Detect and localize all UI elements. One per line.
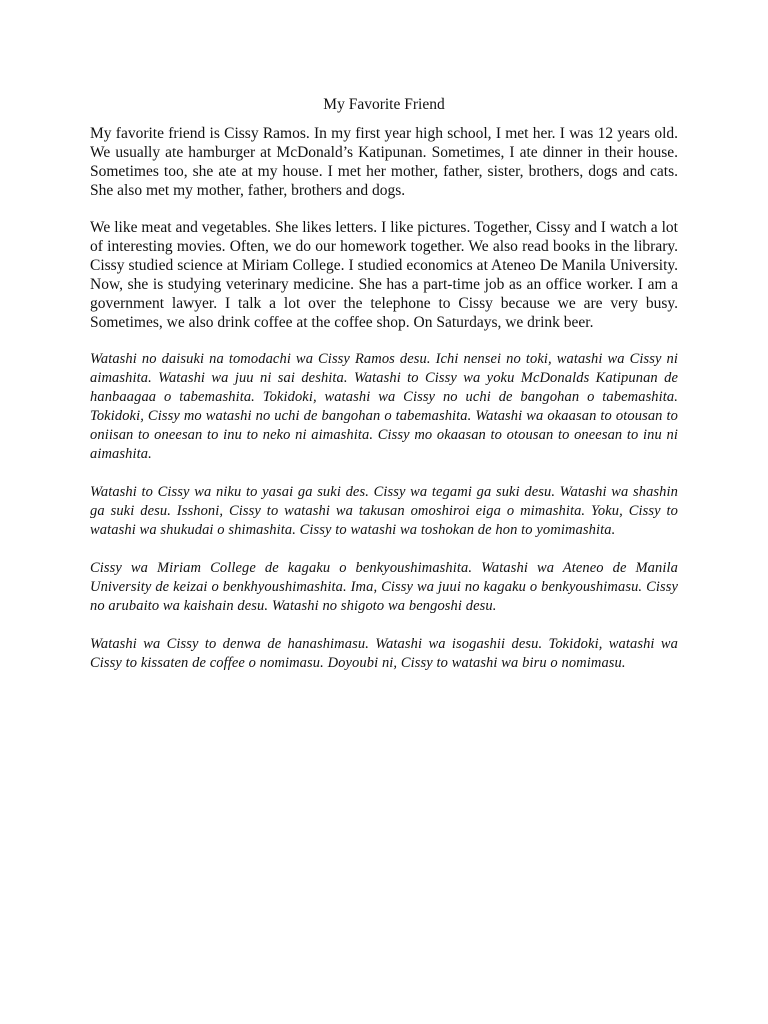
english-paragraph-1: My favorite friend is Cissy Ramos. In my first year high school, I met her. I was 12 years old. We usually ate hamburger at McDonald’s Katipunan. Sometimes, I ate dinner in their house. Sometimes too, she ate at my house. I met her mother, father, sister, brothers, dogs and cats. She also met my mother, father, brothers and dogs. <box>90 125 678 199</box>
english-paragraph-2: We like meat and vegetables. She likes letters. I like pictures. Together, Cissy and I watch a lot of interesting movies. Often, we do our homework together. We also read books in the library. Cissy studied science at Miriam College. I studied economics at Ateneo De Manila University. Now, she is studying veterinary medicine. She has a part-time job as an office worker. I am a government lawyer. I talk a lot over the telephone to Cissy because we are very busy. Sometimes, we also drink coffee at the coffee shop. On Saturdays, we drink beer. <box>90 219 678 331</box>
romaji-paragraph-2: Watashi to Cissy wa niku to yasai ga suki des. Cissy wa tegami ga suki desu. Watashi wa shashin ga suki desu. Isshoni, Cissy to watashi wa takusan omoshiroi eiga o mimashita. Yoku, Cissy to watashi wa shukudai o shimashita. Cissy to watashi wa toshokan de hon to yomimashita. <box>90 484 678 538</box>
romaji-paragraph-1: Watashi no daisuki na tomodachi wa Cissy Ramos desu. Ichi nensei no toki, watashi wa Cissy ni aimashita. Watashi wa juu ni sai deshita. Watashi to Cissy wa yoku McDonalds Katipunan de hanbaagaa o tabemashita. Tokidoki, watashi wa Cissy no uchi de bangohan o tabemashita. Tokidoki, Cissy mo watashi no uchi de bangohan o tabemashita. Watashi wa okaasan to otousan to oniisan to oneesan to inu to neko ni aimashita. Cissy mo okaasan to otousan to oneesan to inu ni aimashita. <box>90 351 678 462</box>
romaji-paragraph-4: Watashi wa Cissy to denwa de hanashimasu. Watashi wa isogashii desu. Tokidoki, watashi wa Cissy to kissaten de coffee o nomimasu. Doyoubi ni, Cissy to watashi wa biru o nomimasu. <box>90 636 678 671</box>
romaji-paragraph-3: Cissy wa Miriam College de kagaku o benkyoushimashita. Watashi wa Ateneo de Manila University de keizai o benkhyoushimashita. Ima, Cissy wa juui no kagaku o benkyoushimasu. Cissy no arubaito wa kaishain desu. Watashi no shigoto wa bengoshi desu. <box>90 560 678 614</box>
document-body <box>90 95 678 692</box>
document-title: My Favorite Friend <box>323 96 445 113</box>
